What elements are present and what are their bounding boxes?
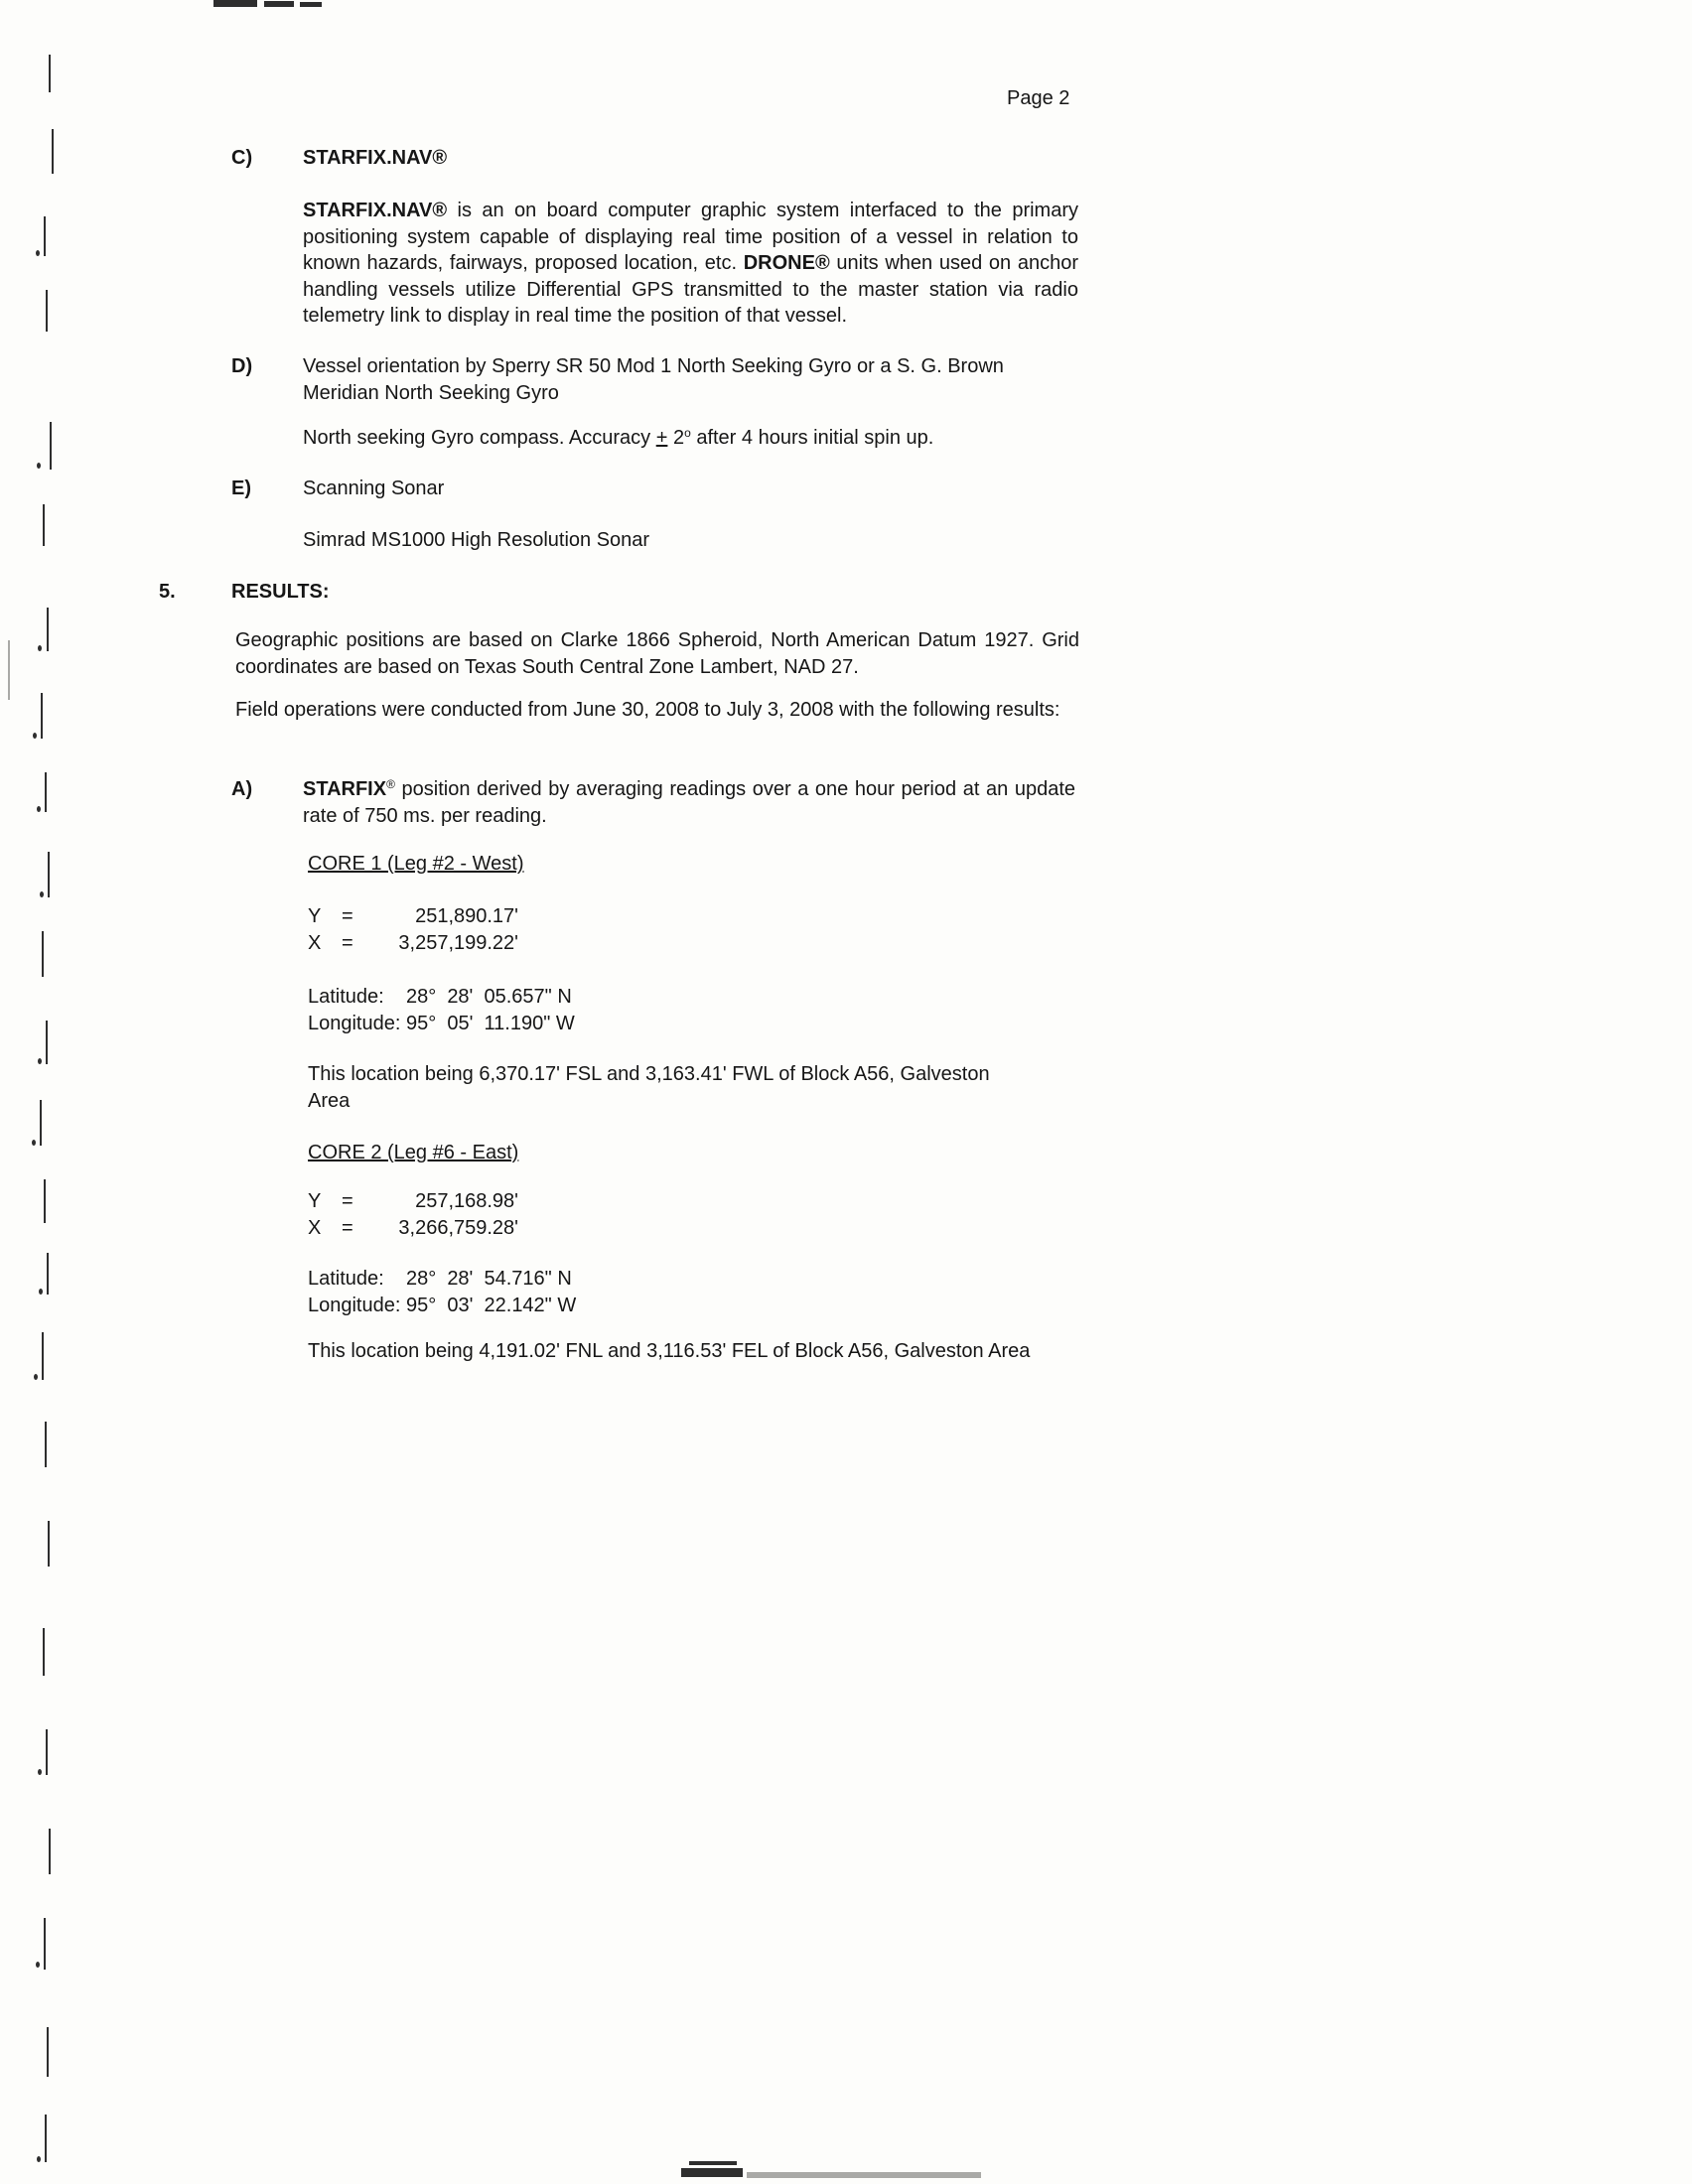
section-e-letter: E) [231,478,251,499]
section-e-body: Simrad MS1000 High Resolution Sonar [303,529,650,551]
results-item-a-body: STARFIX® position derived by averaging readings over a one hour period at an update rate of 750 ms. per reading. [303,777,1075,827]
registered-mark: ® [386,777,395,791]
equals-sign: = [342,931,353,954]
core1-location: This location being 6,370.17' FSL and 3,163.41' FWL of Block A56, Galveston Area [308,1063,990,1112]
section-d [231,353,1085,406]
results-item-a [231,776,1085,829]
core1-x-row [308,930,518,957]
x-value: 3,266,759.28' [398,1216,518,1239]
section-d-letter: D) [231,355,253,377]
core2-coordinates [308,1188,518,1241]
drone-bold: DRONE® [743,252,830,274]
section-e-title: Scanning Sonar [303,478,445,499]
x-label: X [308,931,322,954]
x-label: X [308,1216,322,1239]
section-c-body: STARFIX.NAV® is an on board computer graphic system interfaced to the primary positioning system capable of displaying real time position of a vessel in relation to known hazards, fairways, proposed location, etc. DRONE® units when used on anchor handling vessels utilize Differential GPS transmitted to the master station via radio telemetry link to display in real time the position of that vessel. [303,200,1079,327]
equals-sign: = [342,1190,353,1212]
core1-y-row [308,903,518,930]
core1-heading: CORE 1 (Leg #2 - West) [308,853,524,875]
page-number: Page 2 [1007,87,1070,109]
section-d-body: Vessel orientation by Sperry SR 50 Mod 1 North Seeking Gyro or a S. G. Brown Meridian North Seeking Gyro [303,355,1004,404]
core1-latitude: Latitude: 28° 28' 05.657" N [308,986,572,1008]
core2-y-row [308,1188,518,1215]
core1-latlong [308,984,575,1036]
core2-latlong [308,1266,576,1318]
core2-heading: CORE 2 (Leg #6 - East) [308,1142,519,1163]
results-paragraph-datum: Geographic positions are based on Clarke 1866 Spheroid, North American Datum 1927. Grid coordinates are based on Texas South Central Zone Lambert, NAD 27. [235,629,1079,678]
plus-minus-sign: + [655,427,668,449]
section-c-letter: C) [231,147,253,169]
section-c-heading [231,145,1085,172]
section-e-heading [231,476,1085,502]
results-paragraph-operations: Field operations were conducted from June 30, 2008 to July 3, 2008 with the following results: [235,699,1060,721]
core2-location: This location being 4,191.02' FNL and 3,116.53' FEL of Block A56, Galveston Area [308,1340,1031,1362]
equals-sign: = [342,905,353,927]
results-item-a-letter: A) [231,778,253,800]
core2-latitude: Latitude: 28° 28' 54.716" N [308,1268,572,1290]
degree-sign: o [684,426,691,440]
section-c-title: STARFIX.NAV® [303,147,448,169]
results-number: 5. [159,581,176,603]
core1-coordinates [308,903,518,956]
gyro-accuracy-note: North seeking Gyro compass. Accuracy + $2^o$ after 4 hours initial spin up. [303,426,934,449]
equals-sign: = [342,1216,353,1239]
y-value: 251,890.17' [415,905,518,927]
y-label: Y [308,1190,322,1212]
starfix-nav-bold: STARFIX.NAV® [303,200,448,221]
starfix-bold: STARFIX [303,778,387,800]
core2-x-row [308,1215,518,1242]
results-title: RESULTS: [231,581,330,603]
core1-longitude: Longitude: 95° 05' 11.190" W [308,1012,575,1034]
y-value: 257,168.98' [415,1190,518,1212]
x-value: 3,257,199.22' [398,931,518,954]
core2-longitude: Longitude: 95° 03' 22.142" W [308,1294,577,1316]
results-heading [159,579,1092,606]
y-label: Y [308,905,322,927]
